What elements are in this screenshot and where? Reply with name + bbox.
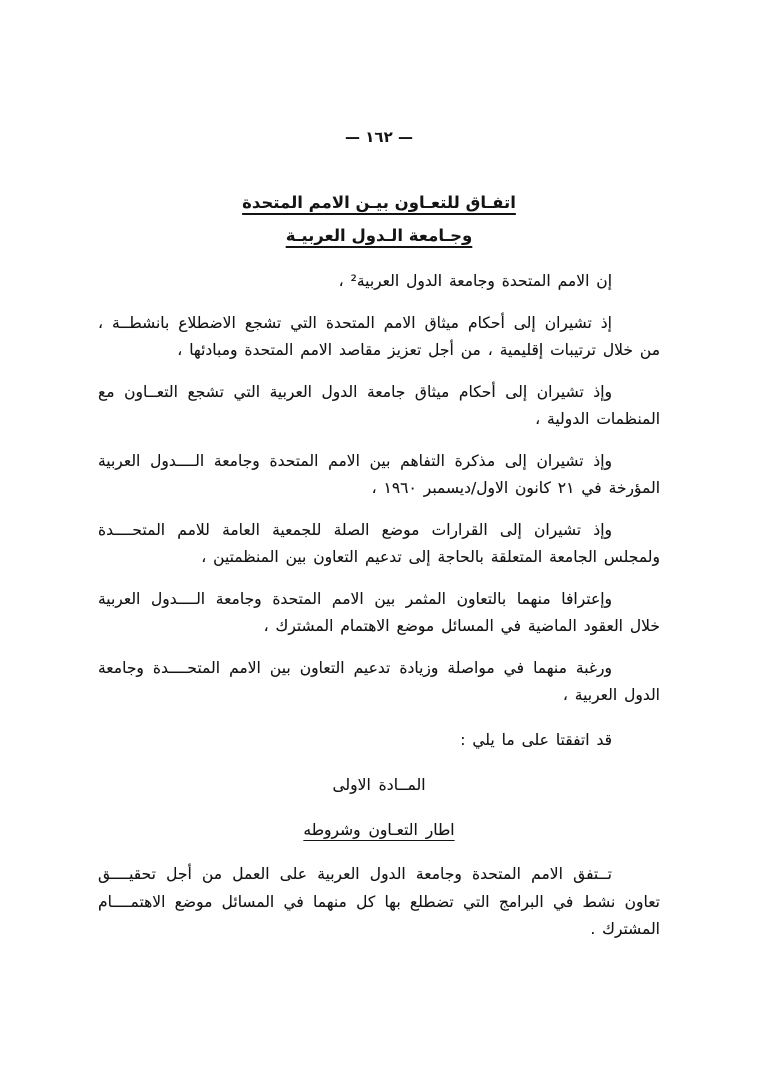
article-one-heading: المــادة الاولى (332, 776, 426, 794)
preamble-paragraph: وإذ تشيران إلى القرارات موضع الصلة للجمعية العامة للامم المتحــــدة ولمجلس الجامعة المتعلقة بالحاجة إلى تدعيم التعاون بين المنظمتين ، (98, 520, 660, 566)
page-number: — ١٦٢ — (345, 128, 413, 146)
document-title-line-2: وجـامعة الـدول العربيـة (285, 226, 473, 245)
preamble-paragraph: إذ تشيران إلى أحكام ميثاق الامم المتحدة التي تشجع الاضطلاع بانشطــة ، من خلال ترتيبات إقليمية ، من أجل تعزيز مقاصد الامم المتحدة ومبادئها ، (98, 313, 660, 359)
document-body (98, 252, 660, 944)
article-one-subheading-text: اطار التعـاون وشروطه (303, 821, 455, 839)
preamble-paragraph: ورغبة منهما في مواصلة وزيادة تدعيم التعاون بين الامم المتحــــدة وجامعة الدول العربية ، (98, 658, 660, 704)
document-title (0, 186, 758, 252)
preamble-paragraph: وإذ تشيران إلى أحكام ميثاق جامعة الدول العربية التي تشجع التعــاون مع المنظمات الدولية ، (98, 382, 660, 428)
preamble-paragraph: وإعترافا منهما بالتعاون المثمر بين الامم المتحدة وجامعة الــــدول العربية خلال العقود الماضية في المسائل موضع الاهتمام المشترك ، (98, 589, 660, 635)
article-one-subheading (98, 817, 660, 844)
article-one-body: تــتفق الامم المتحدة وجامعة الدول العربية على العمل من أجل تحقيــــق تعاون نشط في البرامج التي تضطلع بها كل منهما في المسائل موضع الاهتمــــام المشترك . (98, 865, 660, 938)
preamble-paragraph: إن الامم المتحدة وجامعة الدول العربية² ، (338, 272, 612, 290)
document-title-line-1: اتفـاق للتعـاون بيـن الامم المتحدة (242, 193, 516, 212)
preamble-paragraph: وإذ تشيران إلى مذكرة التفاهم بين الامم المتحدة وجامعة الــــدول العربية المؤرخة في ٢١ كانون الاول/ديسمبر ١٩٦٠ ، (98, 451, 660, 497)
agreed-clause: قد اتفقتا على ما يلي : (460, 730, 612, 749)
